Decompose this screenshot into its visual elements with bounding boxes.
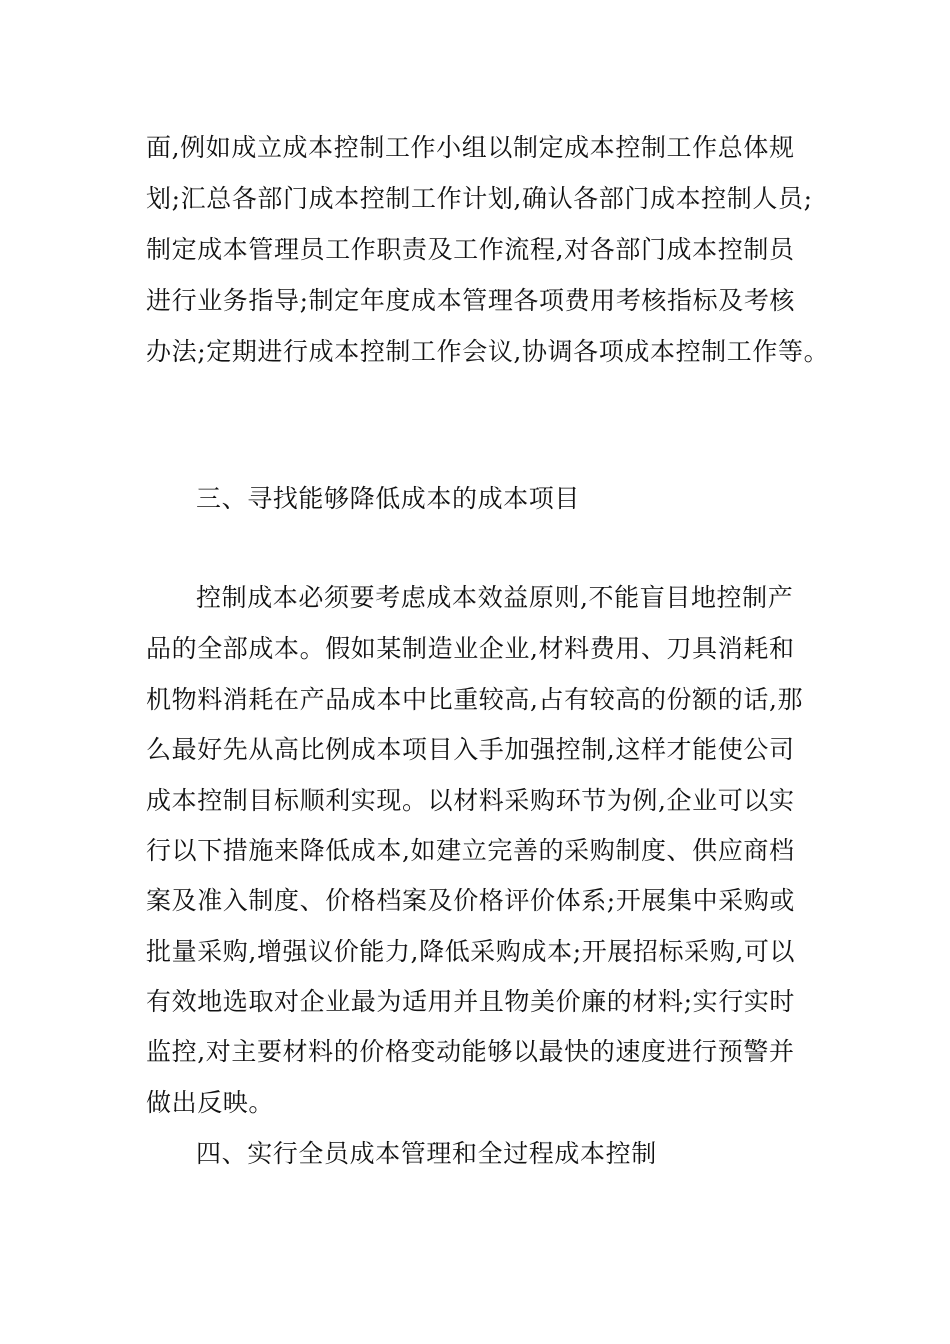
paragraph-line: 么最好先从高比例成本项目入手加强控制,这样才能使公司 (146, 735, 795, 764)
paragraph-line: 控制成本必须要考虑成本效益原则,不能盲目地控制产 (196, 583, 794, 612)
paragraph-line: 做出反映。 (146, 1088, 275, 1117)
paragraph-line: 有效地选取对企业最为适用并且物美价廉的材料;实行实时 (146, 987, 796, 1016)
paragraph-line: 制定成本管理员工作职责及工作流程,对各部门成本控制员 (146, 235, 795, 264)
paragraph-line: 品的全部成本。假如某制造业企业,材料费用、刀具消耗和 (146, 634, 795, 663)
paragraph-line: 进行业务指导;制定年度成本管理各项费用考核指标及考核 (146, 286, 796, 315)
paragraph-line: 机物料消耗在产品成本中比重较高,占有较高的份额的话,那 (146, 685, 804, 714)
paragraph-line: 成本控制目标顺利实现。以材料采购环节为例,企业可以实 (146, 786, 795, 815)
paragraph-line: 案及准入制度、价格档案及价格评价体系;开展集中采购或 (146, 886, 796, 915)
paragraph-line: 监控,对主要材料的价格变动能够以最快的速度进行预警并 (146, 1037, 795, 1066)
section-heading-3: 三、寻找能够降低成本的成本项目 (196, 484, 581, 513)
paragraph-line: 行以下措施来降低成本,如建立完善的采购制度、供应商档 (146, 836, 795, 865)
paragraph-line: 办法;定期进行成本控制工作会议,协调各项成本控制工作等。 (146, 337, 830, 366)
paragraph-line: 划;汇总各部门成本控制工作计划,确认各部门成本控制人员; (146, 184, 813, 213)
paragraph-line: 批量采购,增强议价能力,降低采购成本;开展招标采购,可以 (146, 937, 796, 966)
section-heading-4: 四、实行全员成本管理和全过程成本控制 (196, 1139, 657, 1168)
paragraph-line: 面,例如成立成本控制工作小组以制定成本控制工作总体规 (146, 133, 795, 162)
